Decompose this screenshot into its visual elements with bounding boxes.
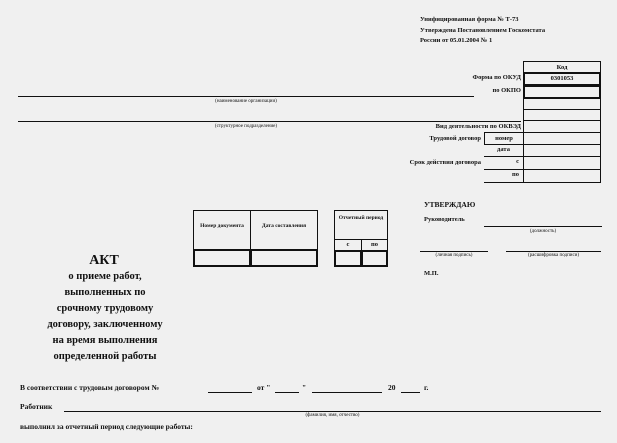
date-label: дата <box>484 144 524 157</box>
contract-number-line[interactable] <box>208 392 252 393</box>
signature-line[interactable] <box>420 251 488 252</box>
position-line[interactable] <box>484 226 602 227</box>
year-suffix: г. <box>424 383 429 392</box>
signature-caption: (личная подпись) <box>435 253 473 258</box>
title-line-5: на время выполнения <box>52 335 158 346</box>
division-line[interactable] <box>18 121 521 122</box>
title-line-1: о приеме работ, <box>68 271 142 282</box>
title-line-6: определенной работы <box>53 351 157 362</box>
approve-title: УТВЕРЖДАЮ <box>424 200 476 209</box>
number-label: номер <box>484 132 524 145</box>
worker-label: Работник <box>20 402 53 411</box>
period-from-value[interactable] <box>334 250 362 267</box>
year-text: 20 <box>388 383 396 392</box>
decoding-caption: (расшифровка подписи) <box>527 253 580 258</box>
month-line[interactable] <box>312 392 382 393</box>
okud-value: 0301053 <box>523 72 601 86</box>
day-line[interactable] <box>275 392 299 393</box>
period-to-header: по <box>361 239 388 251</box>
okud-label: Форма по ОКУД <box>472 74 521 81</box>
from-label: с <box>484 156 524 170</box>
worker-line[interactable] <box>64 411 601 412</box>
division-caption: (структурное подразделение) <box>214 124 278 129</box>
code-header: Код <box>523 61 601 73</box>
doc-number-value[interactable] <box>193 249 251 267</box>
year-line[interactable] <box>401 392 420 393</box>
head-label: Руководитель <box>424 216 465 223</box>
term-label: Срок действия договора <box>409 159 481 166</box>
performed-text: выполнил за отчетный период следующие работы: <box>20 422 193 431</box>
stamp-label: М.П. <box>424 270 439 277</box>
decoding-line[interactable] <box>506 251 601 252</box>
okpo-cell[interactable] <box>523 85 601 99</box>
position-caption: (должность) <box>529 229 557 234</box>
title-line-2: выполненных по <box>64 287 146 298</box>
contract-label: Трудовой договор <box>429 135 481 142</box>
to-label: по <box>484 169 524 183</box>
period-from-header: с <box>334 239 362 251</box>
from-text: от " <box>257 383 271 392</box>
quote-close: " <box>302 383 307 392</box>
form-number: Унифицированная форма № Т-73 <box>420 16 519 23</box>
org-name-line[interactable] <box>18 96 474 97</box>
contract-text: В соответствии с трудовым договором № <box>20 383 159 392</box>
doc-date-value[interactable] <box>250 249 318 267</box>
act-title: АКТ <box>89 253 119 268</box>
period-to-value[interactable] <box>361 250 388 267</box>
term-from-cell[interactable] <box>523 156 601 170</box>
term-to-cell[interactable] <box>523 169 601 183</box>
doc-date-header: Дата составления <box>250 210 318 250</box>
doc-number-header: Номер документа <box>193 210 251 250</box>
title-line-3: срочному трудовому <box>56 303 154 314</box>
org-name-caption: (наименование организации) <box>215 99 277 104</box>
okpo-label: по ОКПО <box>492 87 521 94</box>
approved-by: Утверждена Постановлением Госкомстата <box>420 27 546 34</box>
fio-caption: (фамилия, имя, отчество) <box>305 413 360 418</box>
okved-label: Вид деятельности по ОКВЭД <box>435 123 521 130</box>
approved-date: России от 05.01.2004 № 1 <box>420 37 493 44</box>
period-header: Отчетный период <box>334 210 388 240</box>
title-line-4: договору, заключенному <box>47 319 163 330</box>
